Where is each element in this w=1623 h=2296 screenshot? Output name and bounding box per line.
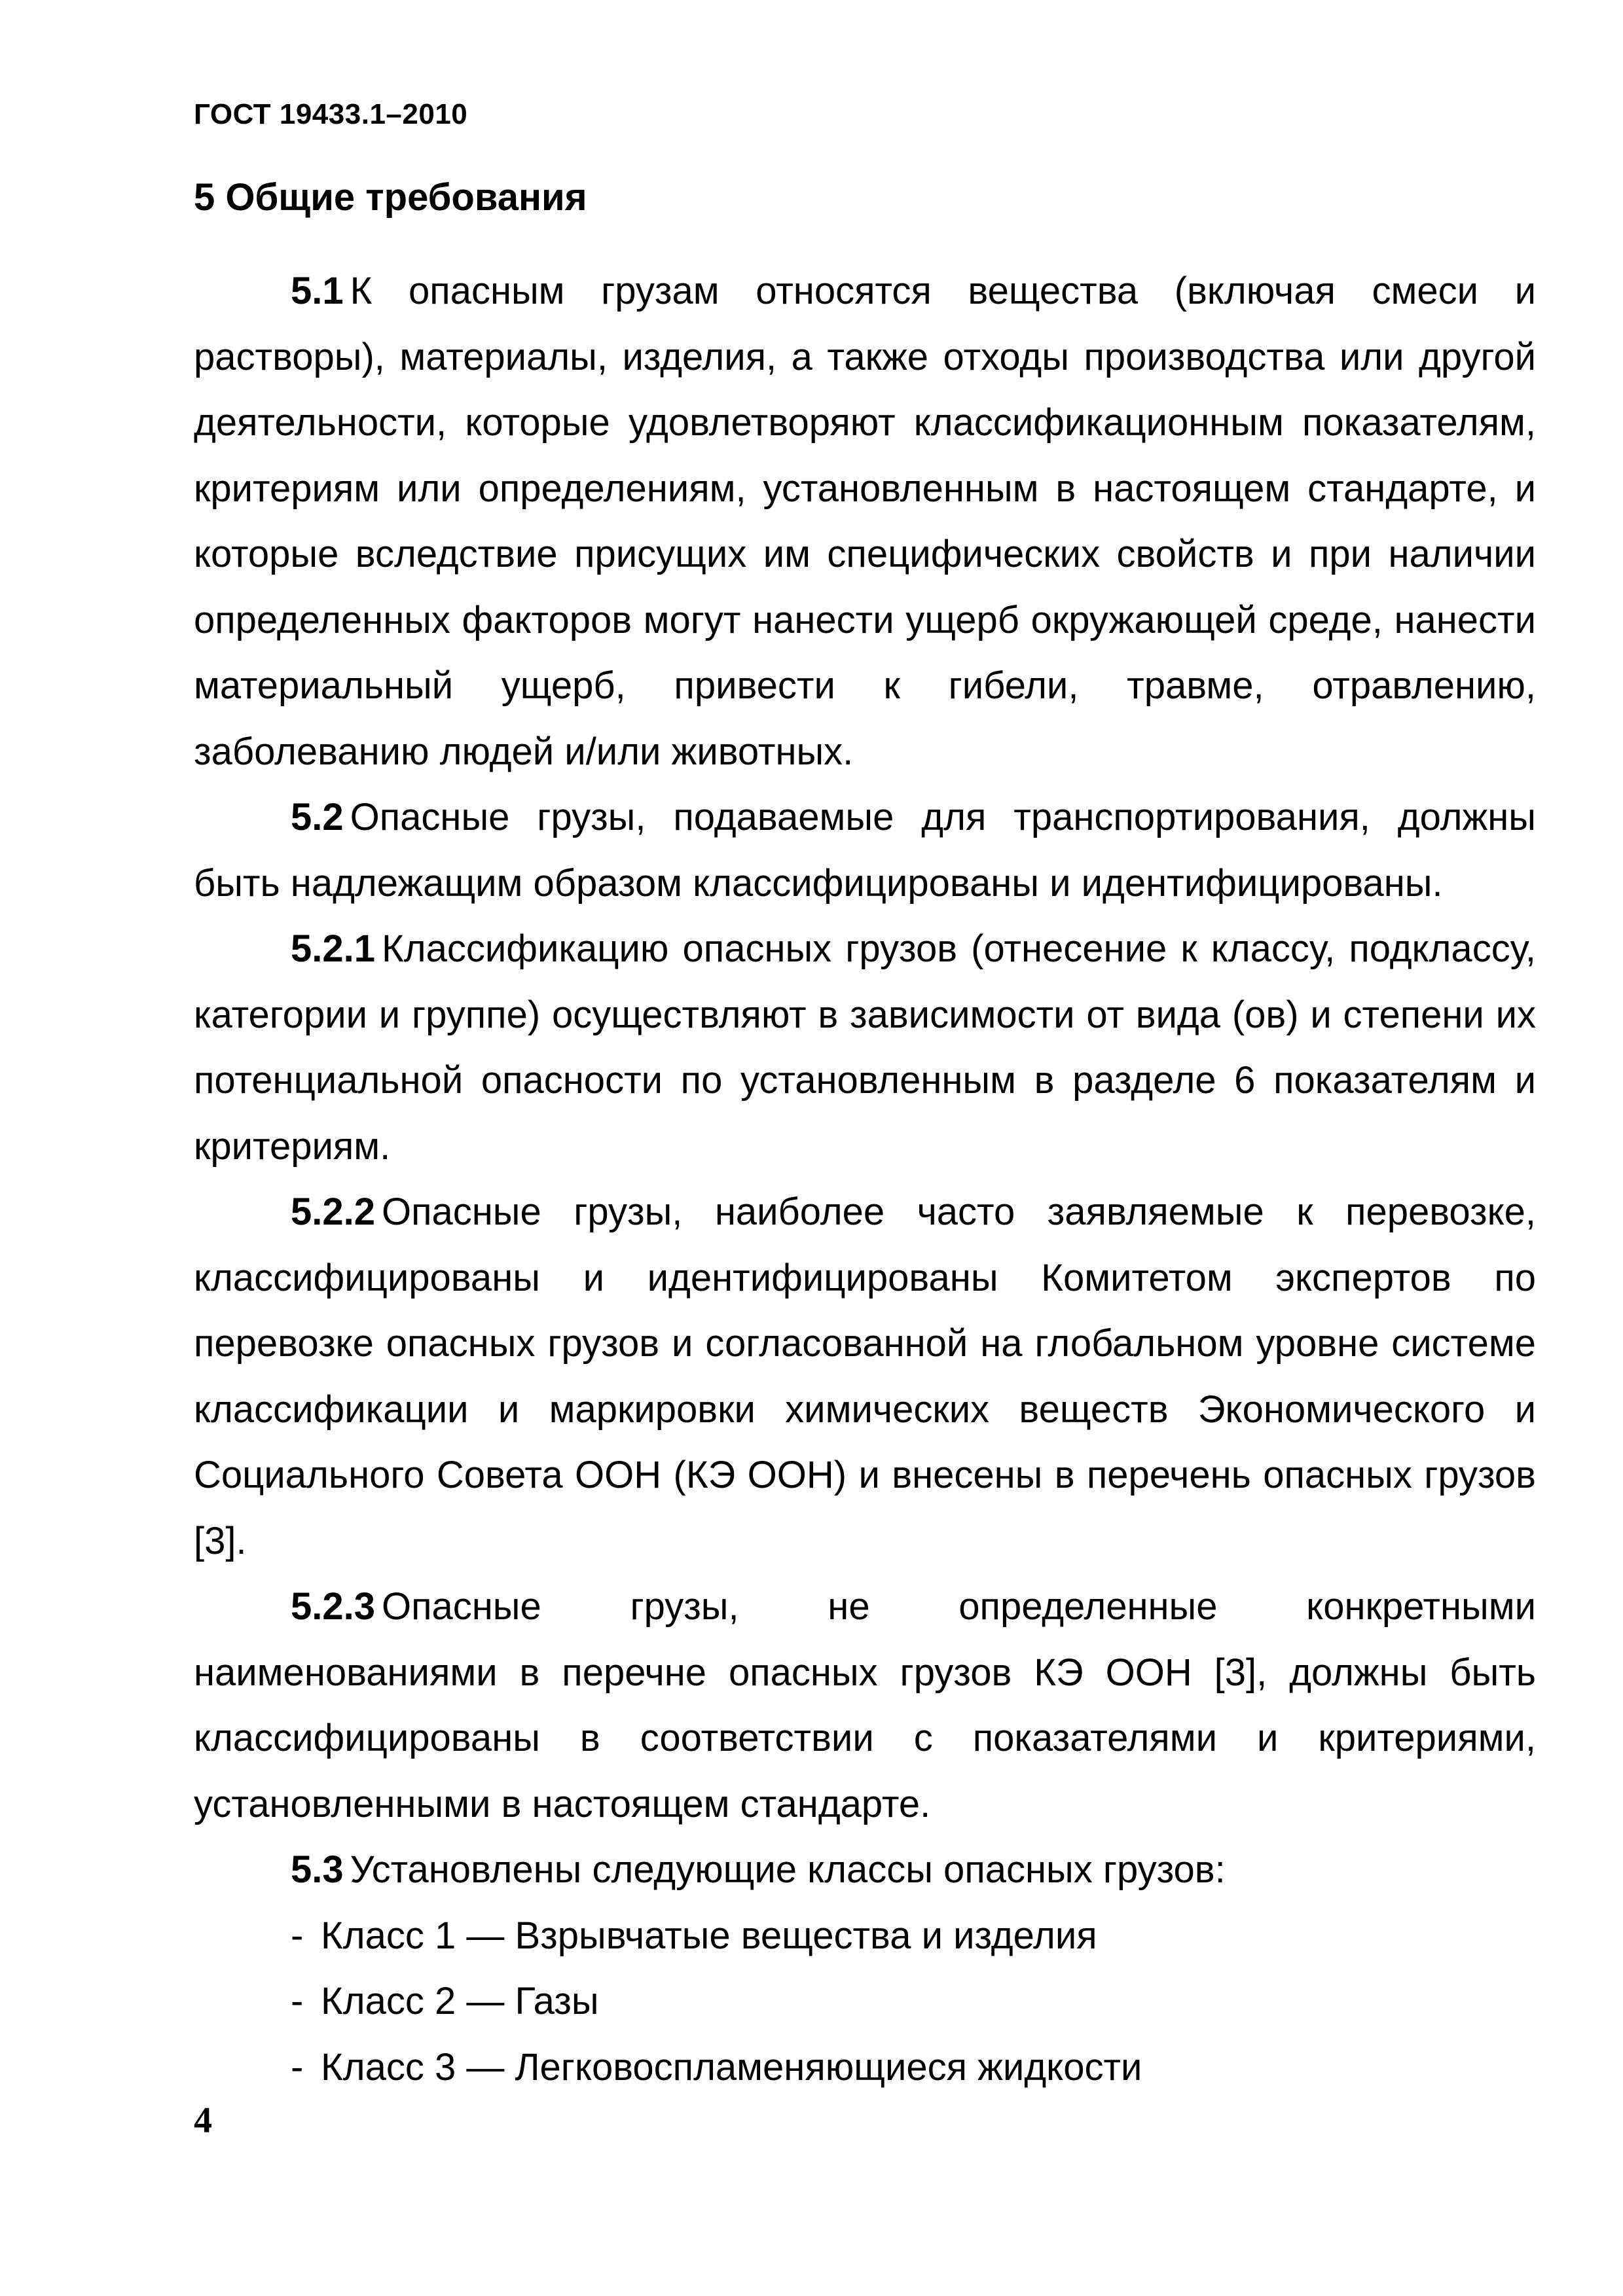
paragraph-5-2-1 [194,916,1536,1179]
clause-number: 5.2 [291,796,344,838]
paragraph-5-1 [194,259,1536,785]
paragraph-5-3 [194,1837,1536,1903]
paragraph-5-2-3 [194,1574,1536,1837]
paragraph-text: К опасным грузам относятся вещества (включая смеси и растворы), материалы, изделия, а также отходы производства или другой деятельности, которые удовлетворяют классификационным показателям, критериям или определениям, установленным в настоящем стандарте, и которые вследствие присущих им специфических свойств и при наличии определенных факторов могут нанести ущерб окружающей среде, нанести материальный ущерб, привести к гибели, травме, отравлению, заболеванию людей и/или животных. [194,270,1536,773]
clause-number: 5.2.3 [291,1585,375,1628]
section-title: 5 Общие требования [194,176,587,219]
paragraph-text: Классификацию опасных грузов (отнесение к классу, подклассу, категории и группе) осуществляют в зависимости от вида (ов) и степени их потенциальной опасности по установленным в разделе 6 показателям и критериям. [194,927,1536,1168]
list-dash: - [291,2045,304,2089]
list-item [194,1969,1536,2035]
clause-number: 5.2.1 [291,927,375,970]
page-number: 4 [194,2100,212,2141]
paragraph-text: Опасные грузы, не определенные конкретными наименованиями в перечне опасных грузов КЭ ООН [3], должны быть классифицированы в соответствии с показателями и критериями, установленными в настоящем стандарте. [194,1585,1536,1825]
paragraph-text: Опасные грузы, подаваемые для транспортирования, должны быть надлежащим образом классифицированы и идентифицированы. [194,796,1536,905]
list-item-text: Класс 3 — Легковоспламеняющиеся жидкости [321,2045,1142,2089]
list-item [194,1903,1536,1969]
list-dash: - [291,1914,304,1957]
list-item-text: Класс 2 — Газы [321,1980,599,2022]
list-item [194,2035,1536,2101]
list-dash: - [291,1980,304,2022]
paragraph-text: Опасные грузы, наиболее часто заявляемые к перевозке, классифицированы и идентифицированы Комитетом экспертов по перевозке опасных грузов и согласованной на глобальном уровне системе классификации и маркировки химических веществ Экономического и Социального Совета ООН (КЭ ООН) и внесены в перечень опасных грузов [3]. [194,1191,1536,1562]
paragraph-5-2-2 [194,1179,1536,1574]
clause-number: 5.1 [291,270,344,312]
document-code: ГОСТ 19433.1–2010 [194,98,468,130]
clause-number: 5.2.2 [291,1191,375,1233]
hazard-class-list [194,1903,1536,2101]
clause-number: 5.3 [291,1848,344,1891]
paragraph-text: Установлены следующие классы опасных грузов: [350,1848,1226,1891]
document-body [194,259,1536,2100]
paragraph-5-2 [194,785,1536,916]
list-item-text: Класс 1 — Взрывчатые вещества и изделия [321,1914,1097,1957]
